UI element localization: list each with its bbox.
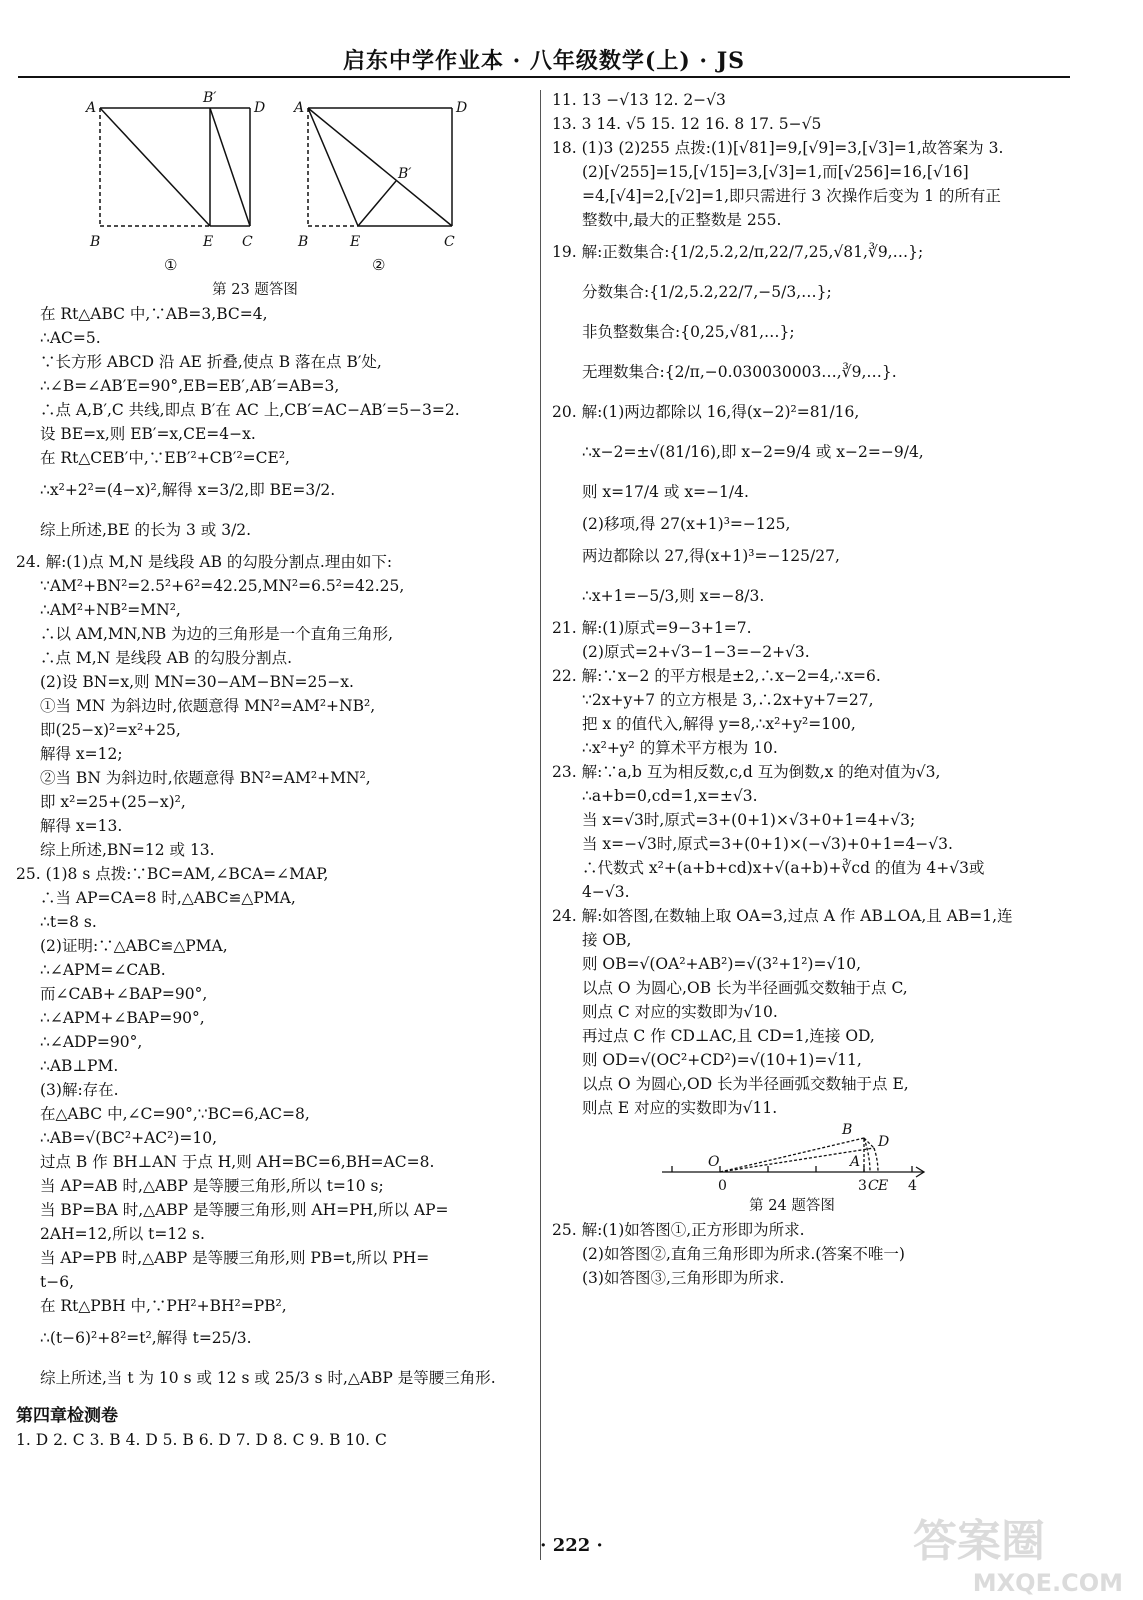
fig23-label-b1: B	[90, 234, 101, 250]
fig24-label-d: D	[878, 1134, 890, 1150]
text-line: 以点 O 为圆心,OD 长为半径画弧交数轴于点 E,	[582, 1075, 909, 1093]
text-line: 设 BE=x,则 EB′=x,CE=4−x.	[40, 425, 256, 443]
question-25: 25. (1)8 s 点拨:∵BC=AM,∠BCA=∠MAP,	[16, 865, 329, 883]
text-line: 解得 x=12;	[40, 745, 123, 763]
text-line: 当 AP=AB 时,△ABP 是等腰三角形,所以 t=10 s;	[40, 1177, 384, 1195]
watermark-url: MXQE.COM	[972, 1569, 1123, 1597]
text-line: (3)如答图③,三角形即为所求.	[582, 1269, 785, 1287]
fig24-tick-4: 4	[908, 1178, 917, 1194]
text-line: 把 x 的值代入,解得 y=8,∴x²+y²=100,	[582, 715, 856, 733]
text-line: 13. 3 14. √5 15. 12 16. 8 17. 5−√5	[552, 115, 822, 133]
figure-24	[552, 1120, 1070, 1194]
text-line: ∴(t−6)²+8²=t²,解得 t=25/3.	[40, 1329, 252, 1347]
text-line: 综上所述,BE 的长为 3 或 3/2.	[40, 521, 252, 539]
text-line: (2)移项,得 27(x+1)³=−125,	[582, 515, 791, 533]
text-line: 非负整数集合:{0,25,√81,…};	[582, 323, 795, 341]
text-line: ∴∠B=∠AB′E=90°,EB=EB′,AB′=AB=3,	[40, 377, 340, 395]
fig23-label-b-prime2: B′	[398, 166, 412, 182]
text-line: 即 x²=25+(25−x)²,	[40, 793, 186, 811]
fig24-label-o: O	[708, 1154, 720, 1170]
fig24-tick-3: 3	[858, 1178, 867, 1194]
text-line: ∴AC=5.	[40, 329, 101, 347]
text-line: (2)如答图②,直角三角形即为所求.(答案不唯一)	[582, 1245, 905, 1263]
text-line: 综上所述,BN=12 或 13.	[40, 841, 215, 859]
text-line: 在△ABC 中,∠C=90°,∵BC=6,AC=8,	[40, 1105, 310, 1123]
fig24-label-a: A	[850, 1154, 861, 1170]
text-line: ∴x²+y² 的算术平方根为 10.	[582, 739, 778, 757]
text-line: ∴∠ADP=90°,	[40, 1033, 143, 1051]
text-line: 则 x=17/4 或 x=−1/4.	[582, 483, 749, 501]
fig24-tick-0: 0	[718, 1178, 727, 1194]
text-line: 20. 解:(1)两边都除以 16,得(x−2)²=81/16,	[552, 403, 860, 421]
text-line: ∴x−2=±√(81/16),即 x−2=9/4 或 x−2=−9/4,	[582, 443, 924, 461]
text-line: (3)解:存在.	[40, 1081, 119, 1099]
text-line: 分数集合:{1/2,5.2,22/7,−5/3,…};	[582, 283, 832, 301]
text-line: (2)证明:∵△ABC≌△PMA,	[40, 937, 228, 955]
text-line: ∴x+1=−5/3,则 x=−8/3.	[582, 587, 765, 605]
fig23-label-e1: E	[203, 234, 214, 250]
text-line: =4,[√4]=2,[√2]=1,即只需进行 3 次操作后变为 1 的所有正	[582, 187, 1001, 205]
text-line: 而∠CAB+∠BAP=90°,	[40, 985, 208, 1003]
fig23-sub-2: ②	[372, 256, 386, 274]
text-line: ①当 MN 为斜边时,依题意得 MN²=AM²+NB²,	[40, 697, 376, 715]
text-line: 4−√3.	[582, 883, 630, 901]
text-line: ∴t=8 s.	[40, 913, 97, 931]
text-line: t−6,	[40, 1273, 75, 1291]
text-line: ∴x²+2²=(4−x)²,解得 x=3/2,即 BE=3/2.	[40, 481, 336, 499]
figure-24-caption: 第 24 题答图	[749, 1198, 835, 1214]
text-line: 综上所述,当 t 为 10 s 或 12 s 或 25/3 s 时,△ABP 是等腰三角形.	[40, 1369, 496, 1387]
chapter-answers: 1. D 2. C 3. B 4. D 5. B 6. D 7. D 8. C 9. B 10. C	[16, 1431, 387, 1449]
text-line: 18. (1)3 (2)255 点拨:(1)[√81]=9,[√9]=3,[√3]=1,故答案为 3.	[552, 139, 1004, 157]
text-line: 过点 B 作 BH⊥AN 于点 H,则 AH=BC=6,BH=AC=8.	[40, 1153, 435, 1171]
text-line: ∴AB=√(BC²+AC²)=10,	[40, 1129, 218, 1147]
text-line: 24. 解:如答图,在数轴上取 OA=3,过点 A 作 AB⊥OA,且 AB=1,连	[552, 907, 1013, 925]
text-line: 则 OB=√(OA²+AB²)=√(3²+1²)=√10,	[582, 955, 861, 973]
fig24-label-e: E	[878, 1178, 889, 1194]
text-line: ∴AM²+NB²=MN²,	[40, 601, 181, 619]
text-line: 两边都除以 27,得(x+1)³=−125/27,	[582, 547, 840, 565]
text-line: 则点 E 对应的实数即为√11.	[582, 1099, 778, 1117]
text-line: 则 OD=√(OC²+CD²)=√(10+1)=√11,	[582, 1051, 862, 1069]
text-line: 无理数集合:{2/π,−0.030030003…,∛9,…}.	[582, 363, 897, 381]
fig23-label-c1: C	[242, 234, 253, 250]
text-line: 23. 解:∵a,b 互为相反数,c,d 互为倒数,x 的绝对值为√3,	[552, 763, 941, 781]
text-line: 当 x=√3时,原式=3+(0+1)×√3+0+1=4+√3;	[582, 811, 916, 829]
fig23-label-b2: B	[298, 234, 309, 250]
text-line: 11. 13 −√13 12. 2−√3	[552, 91, 726, 109]
text-line: ∴代数式 x²+(a+b+cd)x+√(a+b)+∛cd 的值为 4+√3或	[582, 859, 985, 877]
text-line: ∵2x+y+7 的立方根是 3,∴2x+y+7=27,	[582, 691, 874, 709]
left-column	[16, 88, 552, 1452]
fig23-label-d2: D	[456, 100, 468, 116]
text-line: 接 OB,	[582, 931, 632, 949]
chapter-title: 第四章检测卷	[16, 1406, 118, 1426]
text-line: ∴∠APM+∠BAP=90°,	[40, 1009, 205, 1027]
fig23-label-a1: A	[86, 100, 97, 116]
text-line: ∴当 AP=CA=8 时,△ABC≌△PMA,	[40, 889, 296, 907]
fig23-label-a2: A	[294, 100, 305, 116]
text-line: 在 Rt△PBH 中,∵PH²+BH²=PB²,	[40, 1297, 287, 1315]
text-line: ∵长方形 ABCD 沿 AE 折叠,使点 B 落在点 B′处,	[40, 353, 382, 371]
text-line: 当 AP=PB 时,△ABP 是等腰三角形,则 PB=t,所以 PH=	[40, 1249, 430, 1267]
text-line: (2)设 BN=x,则 MN=30−AM−BN=25−x.	[40, 673, 354, 691]
text-line: (2)[√255]=15,[√15]=3,[√3]=1,而[√256]=16,[√16]	[582, 163, 969, 181]
question-25-right: 25. 解:(1)如答图①,正方形即为所求.	[552, 1221, 805, 1239]
question-24: 24. 解:(1)点 M,N 是线段 AB 的勾股分割点.理由如下:	[16, 553, 393, 571]
text-line: 即(25−x)²=x²+25,	[40, 721, 181, 739]
text-line: ∴点 M,N 是线段 AB 的勾股分割点.	[40, 649, 293, 667]
text-line: ∴点 A,B′,C 共线,即点 B′在 AC 上,CB′=AC−AB′=5−3=2.	[40, 401, 460, 419]
fig24-label-b: B	[842, 1122, 853, 1138]
text-line: 19. 解:正数集合:{1/2,5.2,2/π,22/7,25,√81,∛9,…};	[552, 243, 924, 261]
text-line: 21. 解:(1)原式=9−3+1=7.	[552, 619, 752, 637]
text-line: ∵AM²+BN²=2.5²+6²=42.25,MN²=6.5²=42.25,	[40, 577, 405, 595]
text-line: ∴AB⊥PM.	[40, 1057, 119, 1075]
fig23-sub-1: ①	[164, 256, 178, 274]
right-column	[552, 88, 1070, 1290]
text-line: 整数中,最大的正整数是 255.	[582, 211, 782, 229]
fig23-label-b-prime1: B′	[203, 90, 217, 106]
fig23-label-e2: E	[350, 234, 361, 250]
fig23-label-d1: D	[254, 100, 266, 116]
text-line: 22. 解:∵x−2 的平方根是±2,∴x−2=4,∴x=6.	[552, 667, 881, 685]
text-line: 当 BP=BA 时,△ABP 是等腰三角形,则 AH=PH,所以 AP=	[40, 1201, 449, 1219]
text-line: 当 x=−√3时,原式=3+(0+1)×(−√3)+0+1=4−√3.	[582, 835, 953, 853]
text-line: ∴a+b=0,cd=1,x=±√3.	[582, 787, 758, 805]
text-line: 在 Rt△ABC 中,∵AB=3,BC=4,	[40, 305, 268, 323]
header-title: 启东中学作业本 · 八年级数学(上) · JS	[342, 48, 746, 74]
text-line: 2AH=12,所以 t=12 s.	[40, 1225, 205, 1243]
watermark	[913, 1505, 1123, 1597]
fig23-label-c2: C	[444, 234, 455, 250]
text-line: 以点 O 为圆心,OB 长为半径画弧交数轴于点 C,	[582, 979, 908, 997]
page-number: · 222 ·	[540, 1535, 603, 1556]
text-line: 解得 x=13.	[40, 817, 123, 835]
text-line: ∴以 AM,MN,NB 为边的三角形是一个直角三角形,	[40, 625, 394, 643]
fig24-label-c: C	[868, 1178, 879, 1194]
figure-23	[40, 88, 470, 278]
figure-23-caption: 第 23 题答图	[212, 282, 298, 298]
text-line: ∴∠APM=∠CAB.	[40, 961, 166, 979]
text-line: 再过点 C 作 CD⊥AC,且 CD=1,连接 OD,	[582, 1027, 875, 1045]
text-line: (2)原式=2+√3−1−3=−2+√3.	[582, 643, 810, 661]
watermark-title: 答案圈	[913, 1516, 1045, 1567]
text-line: 在 Rt△CEB′中,∵EB′²+CB′²=CE²,	[40, 449, 290, 467]
text-line: 则点 C 对应的实数即为√10.	[582, 1003, 778, 1021]
page-header	[18, 38, 1070, 78]
text-line: ②当 BN 为斜边时,依题意得 BN²=AM²+MN²,	[40, 769, 371, 787]
